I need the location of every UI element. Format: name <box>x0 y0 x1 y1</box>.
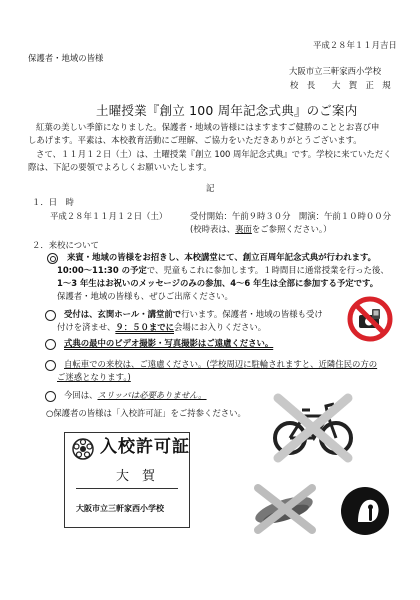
entry-pass-school: 大阪市立三軒家西小学校 <box>76 504 164 513</box>
intro-line-4: 際は、下記の要領でよろしくお願いいたします。 <box>28 162 212 172</box>
circle-bullet-icon <box>45 360 56 371</box>
timetable-note-pre: (校時表は、 <box>190 224 236 234</box>
entry-pass-name: 大 賀 <box>116 469 156 484</box>
timetable-note <box>190 224 331 235</box>
no-camera-icon <box>346 295 394 343</box>
quiet-person-icon <box>340 486 390 536</box>
item3-no-recording: 式典の最中のビデオ撮影・写真撮影はご遠慮ください。 <box>64 338 274 348</box>
item4-line1: 自転車での来校は、ご遠慮ください。(学校周辺に駐輪されますと、近隣住民の方の <box>64 359 378 369</box>
ki-heading: 記 <box>206 183 215 193</box>
circle-bullet-icon <box>45 391 56 402</box>
item1-line2 <box>57 265 389 276</box>
no-slippers-icon <box>250 484 320 534</box>
item5-slippers <box>64 390 207 401</box>
circle-bullet-icon <box>45 310 56 321</box>
entry-pass-divider <box>76 488 178 489</box>
circle-bullet-icon <box>45 339 56 350</box>
section1-heading: １．日 時 <box>32 197 74 207</box>
timetable-note-underlined: 裏面 <box>235 224 252 234</box>
page-title: 土曜授業『創立 100 周年記念式典』のご案内 <box>96 103 358 118</box>
item4-line2: ご迷惑となります。) <box>57 372 131 382</box>
intro-line-3: さて、１１月１２日（土）は、土曜授業『創立 100 周年記念式典』です。学校に来ていただく <box>36 149 392 159</box>
item5-underlined: スリッパは必要ありません。 <box>97 390 207 400</box>
principal-name: 大 賀 正 規 <box>332 80 391 90</box>
item2-line1-rest: 行います。保護者・地域の皆様も受け <box>181 309 323 319</box>
document-date: 平成２８年１１月吉日 <box>313 40 397 50</box>
item2-line2 <box>57 322 266 333</box>
event-date: 平成２８年１１月１２日（土） <box>50 211 168 221</box>
item1-line4: 保護者・地域の皆様も、ぜひご出席ください。 <box>57 291 233 301</box>
reception-time: 受付開始：午前９時３０分 開演：午前１０時００分 <box>190 211 391 221</box>
item2-reception-place: 受付は、玄関ホール・講堂前で <box>64 309 182 319</box>
section2-heading: ２．来校について <box>32 240 99 250</box>
intro-line-1: 紅葉の美しい季節になりました。保護者・地域の皆様にはますますご健勝のこととお喜び申 <box>36 122 380 132</box>
item1-line1: 来賓・地域の皆様をお招きし、本校講堂にて、創立百周年記念式典が行われます。 <box>67 252 377 262</box>
entry-pass-title: 入校許可証 <box>100 437 190 457</box>
item1-line3: 1～3 年生はお祝いのメッセージのみの参加、4～6 年生は全部に参加する予定です。 <box>57 278 379 288</box>
timetable-note-post: をご参照ください。） <box>251 224 332 234</box>
school-name: 大阪市立三軒家西小学校 <box>289 66 382 76</box>
item5-pre: 今回は、 <box>64 390 98 400</box>
recipient: 保護者・地域の皆様 <box>28 53 104 63</box>
item2-line1 <box>64 309 323 320</box>
item1-line2-rest: で、児童もこれに参加します。１時間目に通常授業を行った後、 <box>146 265 389 275</box>
school-emblem-icon <box>71 437 95 461</box>
item6-pass-reminder: ○保護者の皆様は「入校許可証」をご持参ください。 <box>46 408 246 418</box>
item2-deadline: ９：５０までに <box>115 322 174 332</box>
intro-line-2: しあげます。平素は、本校教育活動にご理解、ご協力をいただきありがとうございます。 <box>28 135 362 145</box>
item1-time: 10:00～11:30 の予定 <box>57 265 147 275</box>
no-bicycle-icon <box>272 392 354 464</box>
principal-title: 校 長 <box>290 80 316 90</box>
item2-line2-post: 会場にお入りください。 <box>174 322 267 332</box>
item2-line2-pre: 付けを済ませ、 <box>57 322 116 332</box>
double-circle-icon <box>47 253 58 264</box>
